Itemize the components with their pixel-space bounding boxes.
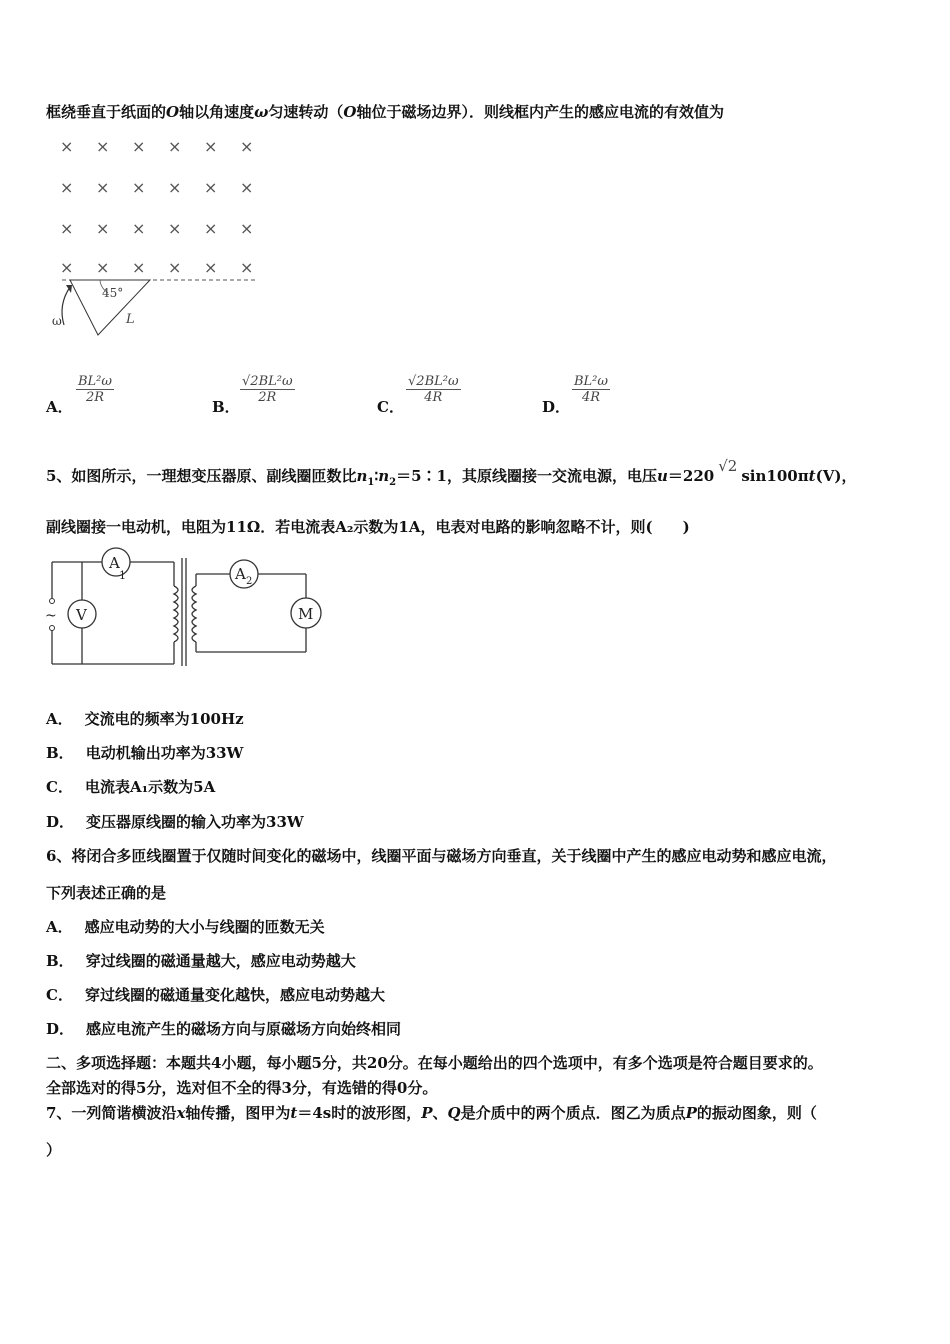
a1-label: A <box>109 554 120 572</box>
omega-label: ω <box>52 314 62 328</box>
field-cross: × <box>204 219 218 238</box>
field-cross: × <box>240 258 254 277</box>
field-cross: × <box>60 219 74 238</box>
q4-choice-b-fraction: $\frac{\text{√2BL²ω}}{2R}$ <box>242 374 293 405</box>
q6-option-a[interactable]: A． 感应电动势的大小与线圈的匝数无关 <box>46 918 325 936</box>
field-cross: × <box>204 178 218 197</box>
q4-magnetic-field-figure <box>50 135 265 345</box>
q4-stem: 框绕垂直于纸面的O轴以角速度ω匀速转动（O轴位于磁场边界）．则线框内产生的感应电流的有效值为 <box>46 103 725 121</box>
q5-option-d[interactable]: D． 变压器原线圈的输入功率为33W <box>46 813 304 831</box>
q6-option-d[interactable]: D． 感应电流产生的磁场方向与原磁场方向始终相同 <box>46 1020 402 1038</box>
a1-sub: 1 <box>119 569 126 582</box>
field-cross: × <box>168 178 182 197</box>
q4-choice-c-fraction: $\frac{\text{√2BL²ω}}{4R}$ <box>408 374 459 405</box>
v-label: V <box>76 606 87 624</box>
field-cross: × <box>204 137 218 156</box>
q6-stem-line2: 下列表述正确的是 <box>46 884 167 902</box>
q5-stem-line2: 副线圈接一电动机，电阻为11Ω．若电流表A₂示数为1A，电表对电路的影响忽略不计，则( ) <box>46 518 690 536</box>
field-cross: × <box>96 258 110 277</box>
q5-transformer-circuit <box>44 546 334 671</box>
field-cross: × <box>204 258 218 277</box>
field-cross: × <box>60 178 74 197</box>
field-cross: × <box>168 137 182 156</box>
q4-choice-b[interactable]: B． <box>212 398 240 416</box>
rotation-arrow <box>62 287 70 325</box>
field-cross: × <box>168 258 182 277</box>
q5-circuit-svg <box>44 546 334 671</box>
field-cross: × <box>96 137 110 156</box>
field-cross: × <box>132 178 146 197</box>
field-cross: × <box>240 219 254 238</box>
field-cross: × <box>240 178 254 197</box>
field-cross: × <box>132 258 146 277</box>
q5-option-c[interactable]: C． 电流表A₁示数为5A <box>46 778 216 796</box>
q4-choice-a-fraction: $\frac{\text{BL²ω}}{2R}$ <box>78 374 112 405</box>
a2-label: A <box>235 565 246 583</box>
q5-option-b[interactable]: B． 电动机输出功率为33W <box>46 744 244 762</box>
q7-stem-line2: ） <box>46 1141 62 1159</box>
field-cross: × <box>60 258 74 277</box>
field-cross: × <box>96 178 110 197</box>
q6-stem-line1: 6、将闭合多匝线圈置于仅随时间变化的磁场中，线圈平面与磁场方向垂直，关于线圈中产生的感应电动势和感应电流， <box>46 847 837 865</box>
q6-option-b[interactable]: B． 穿过线圈的磁通量越大，感应电动势越大 <box>46 952 356 970</box>
a2-sub: 2 <box>246 576 253 587</box>
q4-choice-c[interactable]: C． <box>377 398 404 416</box>
field-cross: × <box>168 219 182 238</box>
q5-stem-line1: 5、如图所示，一理想变压器原、副线圈匝数比$n_1∶n_2=5∶1$，其原线圈接一交流电源，电压u＝220√2sin100πt(V)， <box>46 457 857 488</box>
field-cross: × <box>132 137 146 156</box>
ac-source-symbol: ~ <box>45 608 57 624</box>
section2-heading-line1: 二、多项选择题：本题共4小题，每小题5分，共20分。在每小题给出的四个选项中，有多个选项是符合题目要求的。 <box>46 1054 823 1072</box>
q4-choice-a[interactable]: A． <box>46 398 73 416</box>
angle-label: 45° <box>102 286 124 300</box>
side-label: L <box>126 312 135 327</box>
m-label: M <box>298 605 314 623</box>
q6-option-c[interactable]: C． 穿过线圈的磁通量变化越快，感应电动势越大 <box>46 986 385 1004</box>
q7-stem-line1: 7、一列简谐横波沿x轴传播，图甲为t＝4s时的波形图，P、Q是介质中的两个质点．图乙为质点P的振动图象，则（ <box>46 1104 817 1122</box>
field-cross: × <box>132 219 146 238</box>
field-cross: × <box>96 219 110 238</box>
q4-field-svg <box>50 135 265 345</box>
q4-choice-d[interactable]: D． <box>542 398 571 416</box>
q5-option-a[interactable]: A． 交流电的频率为100Hz <box>46 710 244 728</box>
section2-heading-line2: 全部选对的得5分，选对但不全的得3分，有选错的得0分。 <box>46 1079 438 1097</box>
field-cross: × <box>240 137 254 156</box>
q4-choice-d-fraction: $\frac{\text{BL²ω}}{4R}$ <box>574 374 608 405</box>
field-cross: × <box>60 137 74 156</box>
